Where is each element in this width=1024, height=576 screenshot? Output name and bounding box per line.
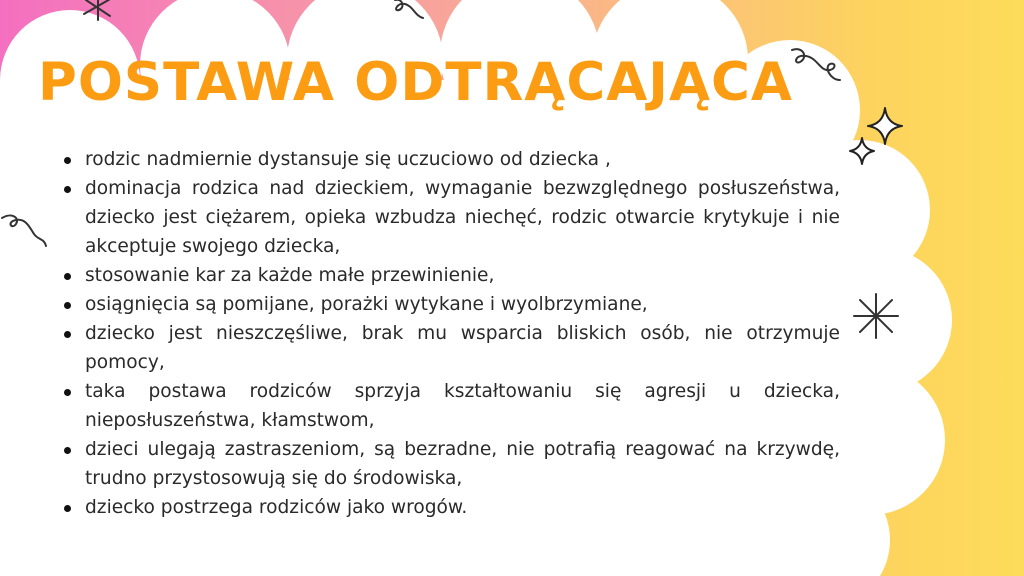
sparkle-icon (848, 136, 876, 166)
list-item: dzieci ulegają zastraszeniom, są bezradne, nie potrafią reagować na krzywdę, trudno przystosowują się do środowiska, (64, 435, 840, 493)
page-title: POSTAWA ODTRĄCAJĄCA (38, 52, 793, 113)
squiggle-icon (0, 210, 50, 250)
list-item: dziecko postrzega rodziców jako wrogów. (64, 493, 840, 522)
list-item: osiągnięcia są pomijane, porażki wytykane i wyolbrzymiane, (64, 290, 840, 319)
squiggle-icon (790, 44, 842, 84)
list-item: stosowanie kar za każde małe przewinienie, (64, 261, 840, 290)
squiggle-icon (393, 0, 427, 22)
list-item: dziecko jest nieszczęśliwe, brak mu wsparcia bliskich osób, nie otrzymuje pomocy, (64, 319, 840, 377)
list-item: dominacja rodzica nad dzieckiem, wymaganie bezwzględnego posłuszeństwa, dziecko jest ciężarem, opieka wzbudza niechęć, rodzic otwarcie krytykuje i nie akceptuje swojego dziecka, (64, 174, 840, 261)
starburst-icon (78, 0, 118, 24)
bullet-list (64, 145, 840, 522)
list-item: rodzic nadmiernie dystansuje się uczuciowo od dziecka , (64, 145, 840, 174)
starburst-icon (852, 292, 900, 340)
list-item: taka postawa rodziców sprzyja kształtowaniu się agresji u dziecka, nieposłuszeństwa, kłamstwom, (64, 377, 840, 435)
